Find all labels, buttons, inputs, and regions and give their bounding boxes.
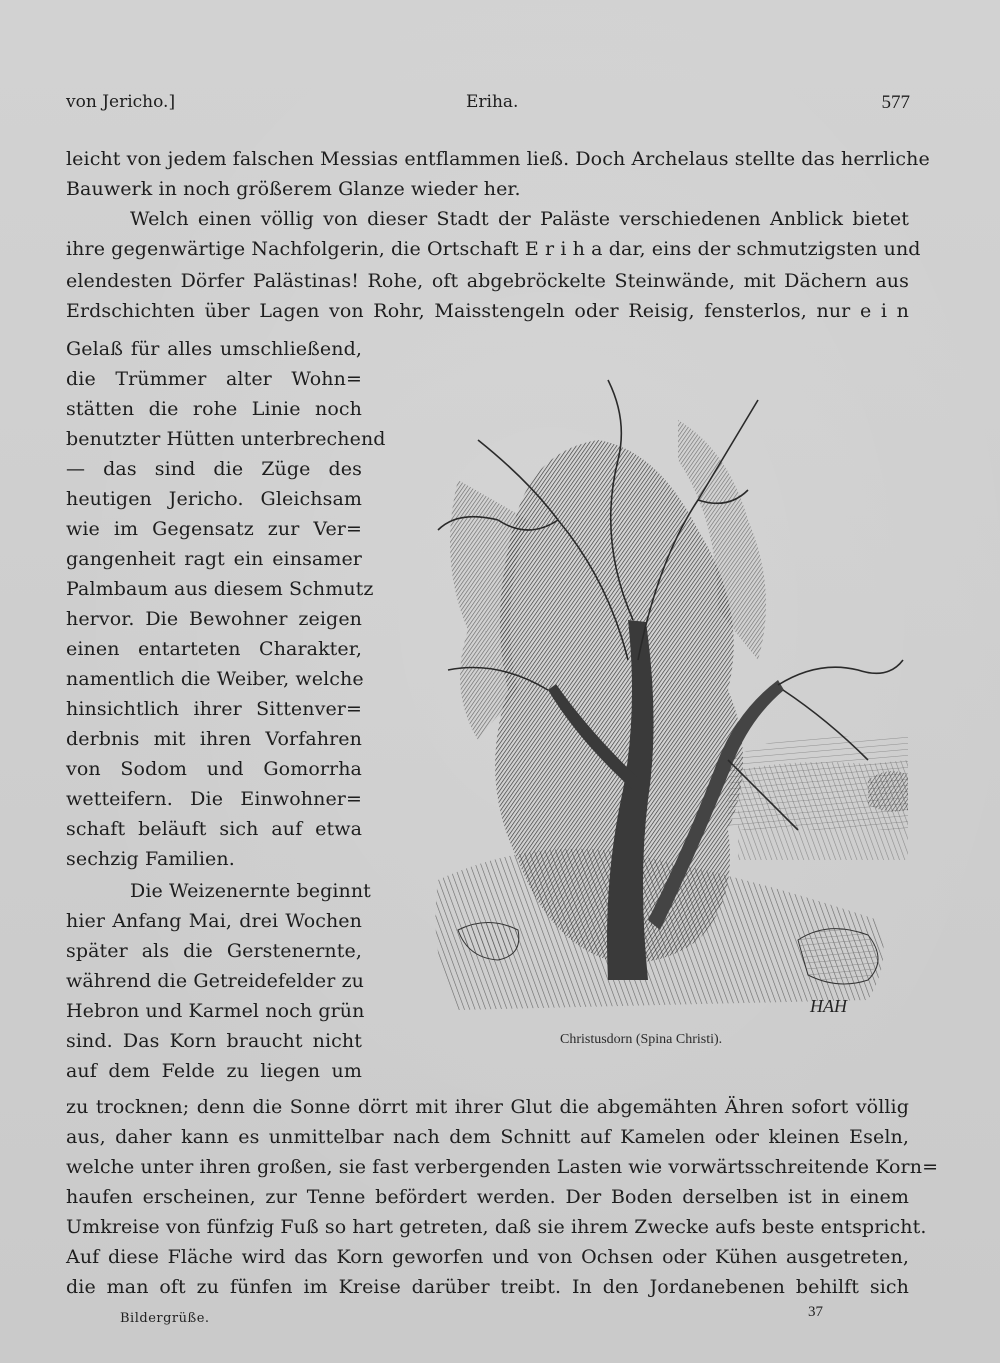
column-line: stätten die rohe Linie noch [66, 398, 362, 420]
body-line: aus, daher kann es unmittelbar nach dem Schnitt auf Kamelen oder kleinen Eseln, [66, 1126, 909, 1148]
body-line: Erdschichten über Lagen von Rohr, Maisstengeln oder Reisig, fensterlos, nur e i n [66, 300, 909, 322]
body-line: haufen erscheinen, zur Tenne befördert werden. Der Boden derselben ist in einem [66, 1186, 909, 1208]
column-line: sechzig Familien. [66, 848, 235, 870]
column-line: hier Anfang Mai, drei Wochen [66, 910, 362, 932]
body-line: elendesten Dörfer Palästinas! Rohe, oft abgebröckelte Steinwände, mit Dächern aus [66, 270, 909, 292]
column-line: auf dem Felde zu liegen um [66, 1060, 362, 1082]
column-line: wetteifern. Die Einwohner= [66, 788, 362, 810]
body-line: Welch einen völlig von dieser Stadt der Paläste verschiedenen Anblick bietet [130, 208, 909, 230]
running-head [66, 92, 910, 118]
thorn-tree-illustration [398, 360, 908, 1026]
body-line: ihre gegenwärtige Nachfolgerin, die Ortschaft E r i h a dar, eins der schmutzigsten und [66, 238, 921, 260]
body-line: leicht von jedem falschen Messias entflammen ließ. Doch Archelaus stellte das herrliche [66, 148, 930, 170]
column-line: — das sind die Züge des [66, 458, 362, 480]
body-line: Bauwerk in noch größerem Glanze wieder her. [66, 178, 521, 200]
column-line: schaft beläuft sich auf etwa [66, 818, 362, 840]
column-line: hervor. Die Bewohner zeigen [66, 608, 362, 630]
column-line: Palmbaum aus diesem Schmutz [66, 578, 374, 600]
body-line: Umkreise von fünfzig Fuß so hart getreten, daß sie ihrem Zwecke aufs beste entspricht. [66, 1216, 927, 1238]
running-head-center: Eriha. [466, 92, 519, 112]
running-head-left: von Jericho.] [66, 92, 176, 112]
body-line: zu trocknen; denn die Sonne dörrt mit ihrer Glut die abgemähten Ähren sofort völlig [66, 1096, 909, 1118]
column-line: Hebron und Karmel noch grün [66, 1000, 365, 1022]
artist-signature: HAH [810, 996, 847, 1016]
column-line: die Trümmer alter Wohn= [66, 368, 362, 390]
body-line: Auf diese Fläche wird das Korn geworfen und von Ochsen oder Kühen ausgetreten, [66, 1246, 909, 1268]
engraving-svg [398, 360, 908, 1026]
column-line: benutzter Hütten unterbrechend [66, 428, 386, 450]
column-line: wie im Gegensatz zur Ver= [66, 518, 362, 540]
column-line: einen entarteten Charakter, [66, 638, 362, 660]
footer-sheet-number: 37 [808, 1304, 823, 1320]
column-line: sind. Das Korn braucht nicht [66, 1030, 362, 1052]
column-line: später als die Gerstenernte, [66, 940, 362, 962]
page-number: 577 [881, 92, 910, 113]
body-line: die man oft zu fünfen im Kreise darüber treibt. In den Jordanebenen behilft sich [66, 1276, 909, 1298]
body-line: welche unter ihren großen, sie fast verbergenden Lasten wie vorwärtsschreitende Korn= [66, 1156, 939, 1178]
column-line: derbnis mit ihren Vorfahren [66, 728, 362, 750]
column-line: namentlich die Weiber, welche [66, 668, 364, 690]
column-line: heutigen Jericho. Gleichsam [66, 488, 362, 510]
figure-caption: Christusdorn (Spina Christi). [560, 1032, 723, 1047]
column-line: hinsichtlich ihrer Sittenver= [66, 698, 362, 720]
column-line: von Sodom und Gomorrha [66, 758, 362, 780]
column-line: Die Weizenernte beginnt [130, 880, 371, 902]
footer-signature-mark: Bildergrüße. [120, 1311, 210, 1326]
column-line: während die Getreidefelder zu [66, 970, 365, 992]
column-line: gangenheit ragt ein einsamer [66, 548, 362, 570]
rock [798, 929, 878, 984]
column-line: Gelaß für alles umschließend, [66, 338, 362, 360]
